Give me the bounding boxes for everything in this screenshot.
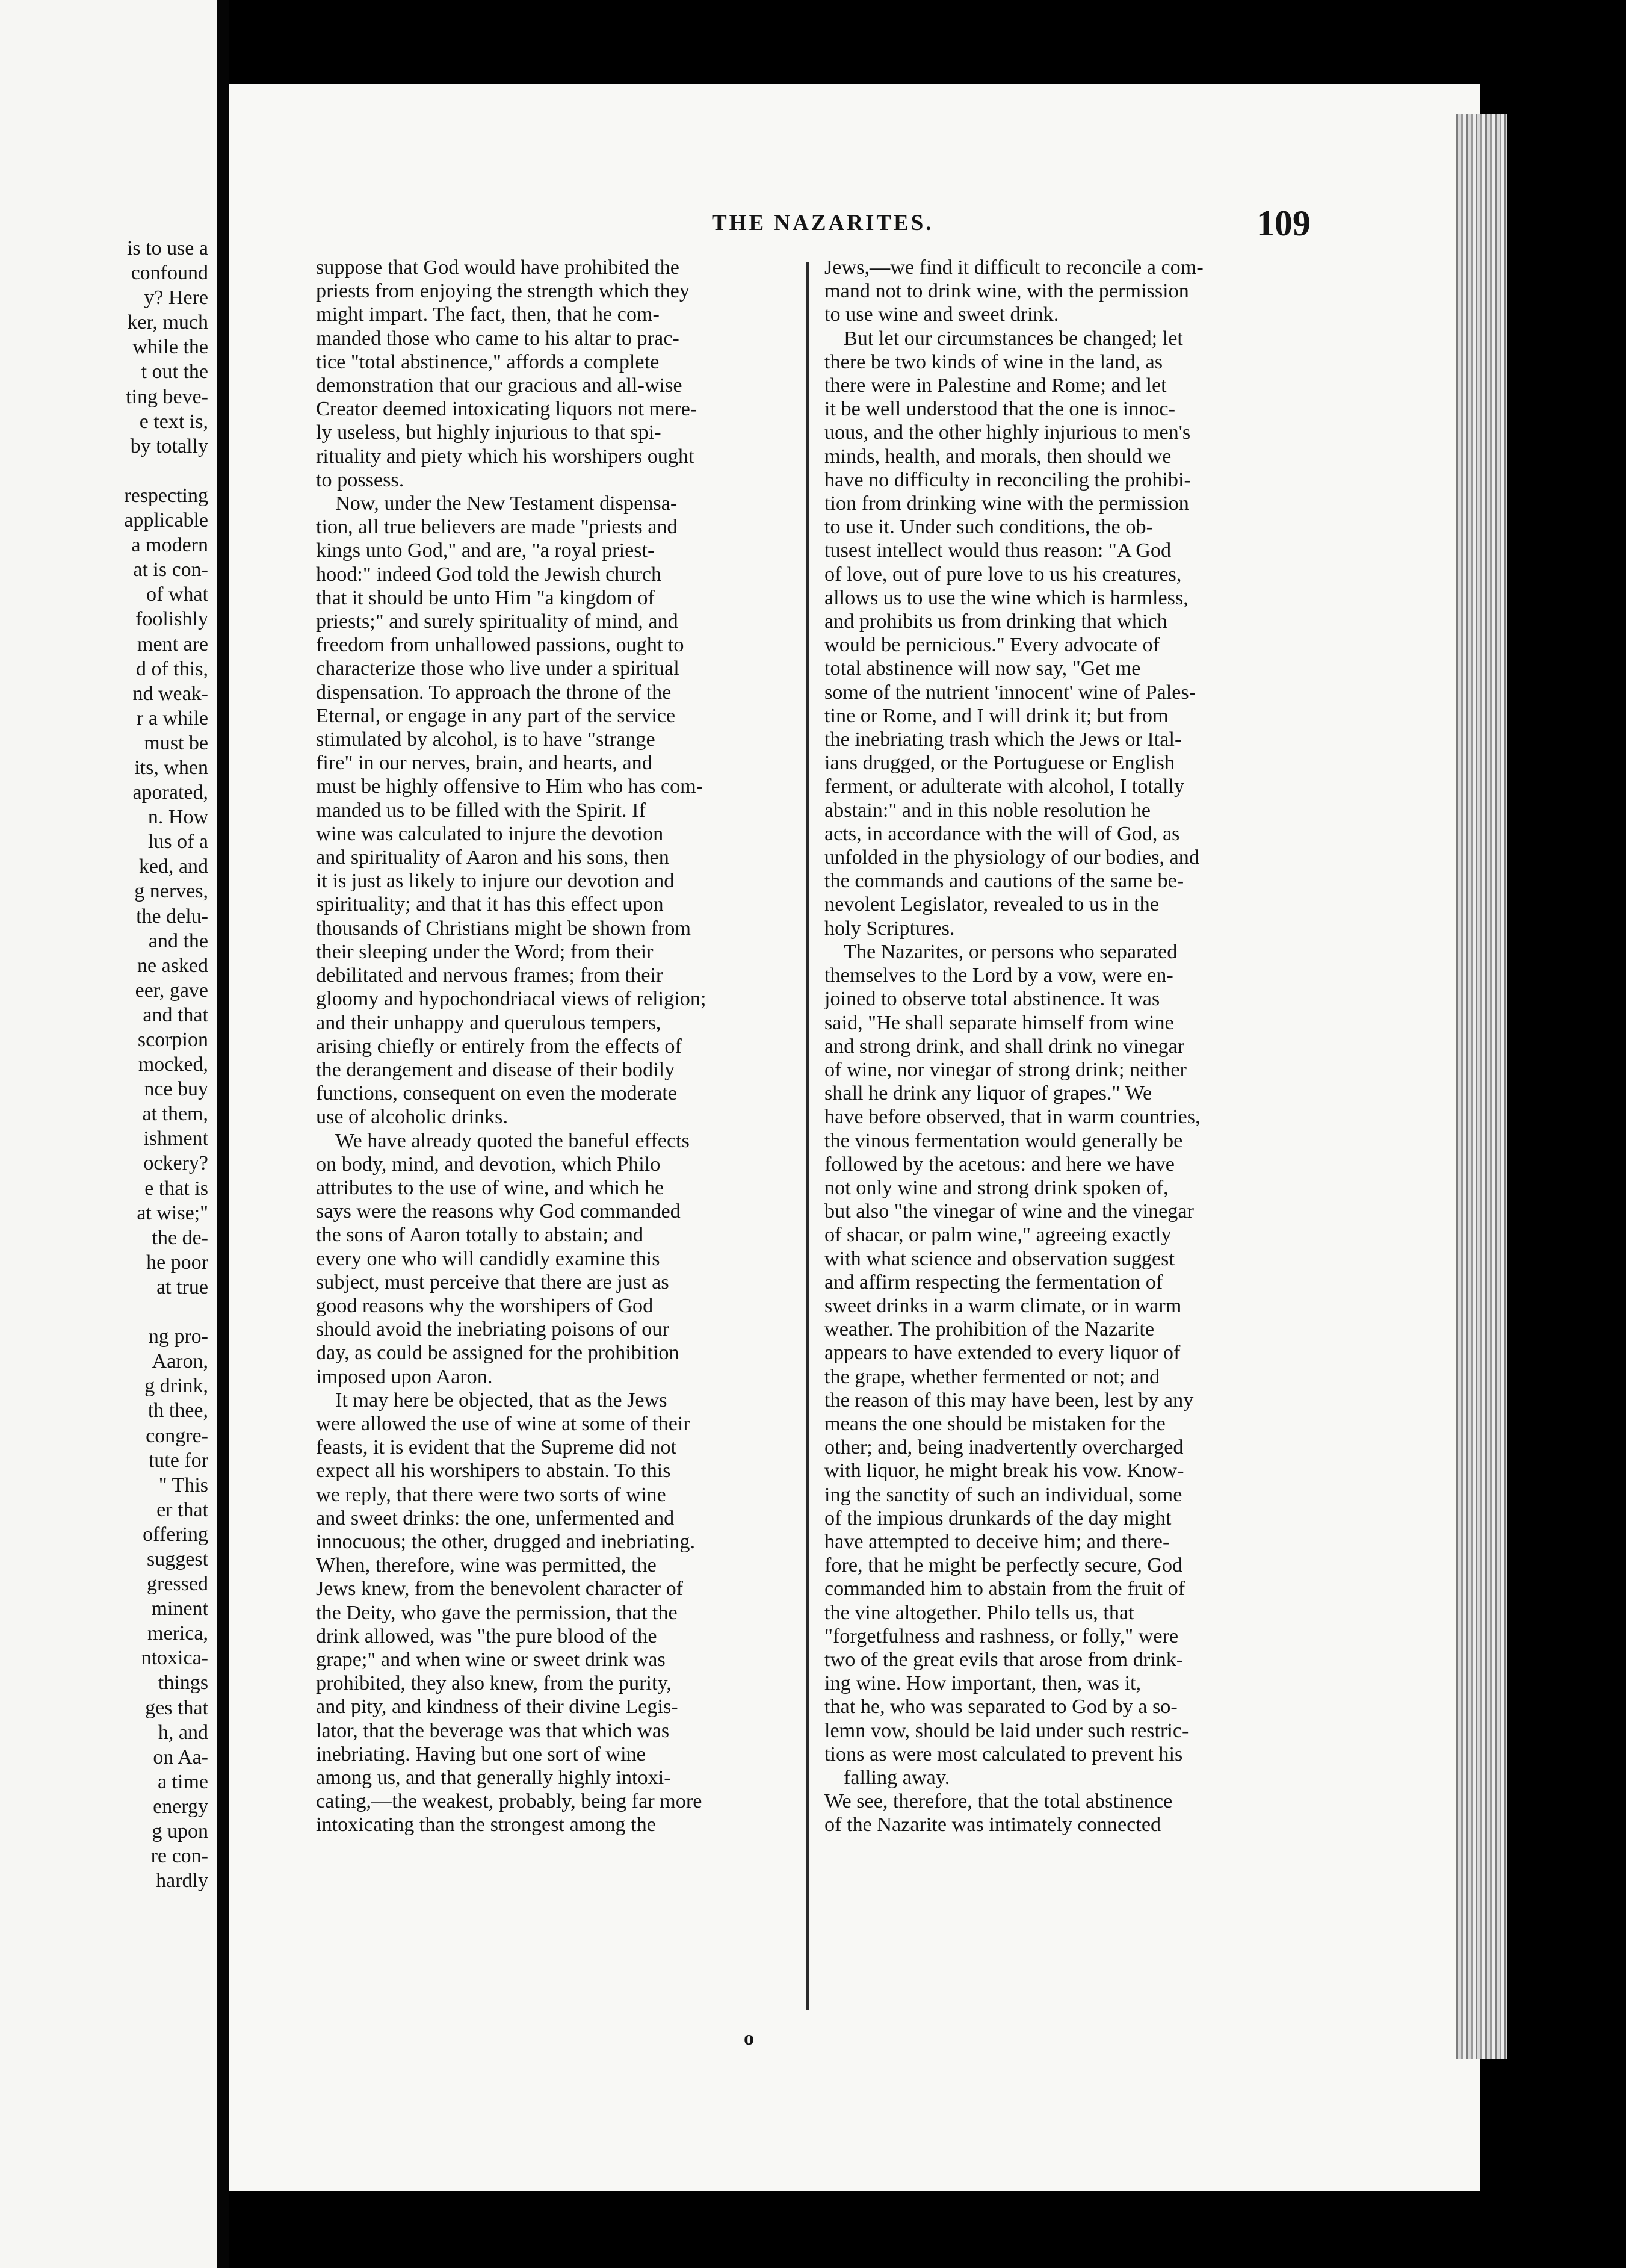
text-line: two of the great evils that arose from drink- [824, 1648, 1184, 1671]
text-column-right [824, 256, 1289, 1837]
text-line: innocuous; the other, drugged and inebriating. [316, 1530, 695, 1553]
text-line: its, when [134, 756, 208, 779]
text-line: and pity, and kindness of their divine Legis- [316, 1696, 678, 1718]
text-line: and sweet drinks: the one, unfermented and [316, 1507, 675, 1529]
text-line: fire" in our nerves, brain, and hearts, and [316, 752, 652, 775]
text-line: holy Scriptures. [824, 917, 955, 940]
running-title: THE NAZARITES. [712, 211, 934, 235]
text-line: Jews knew, from the benevolent character of [316, 1578, 684, 1600]
text-line: lemn vow, should be laid under such restric- [824, 1719, 1189, 1742]
text-line: the inebriating trash which the Jews or Ital- [824, 728, 1182, 751]
text-line: by totally [130, 435, 208, 457]
text-line: The Nazarites, or persons who separated [844, 940, 1178, 963]
text-line: confound [131, 262, 208, 285]
text-line: tice "total abstinence," affords a complete [316, 350, 660, 373]
text-line: that he, who was separated to God by a so- [824, 1696, 1178, 1718]
text-line: ockery? [143, 1152, 208, 1175]
text-line: and that [143, 1003, 208, 1026]
text-line: of the impious drunkards of the day might [824, 1507, 1172, 1529]
text-line: with what science and observation suggest [824, 1247, 1175, 1270]
text-line: ng pro- [148, 1325, 208, 1348]
text-column-left [316, 256, 808, 1837]
text-line: would be pernicious." Every advocate of [824, 634, 1160, 657]
text-line: congre- [146, 1424, 208, 1447]
text-line: have before observed, that in warm countries, [824, 1106, 1201, 1129]
text-line: functions, consequent on even the moderate [316, 1082, 677, 1105]
text-line: at them, [142, 1103, 208, 1126]
text-line: appears to have extended to every liquor of [824, 1342, 1181, 1365]
text-line: We see, therefore, that the total abstinence [824, 1790, 1173, 1813]
text-line: priests;" and surely spirituality of mind, and [316, 610, 678, 633]
text-line: and strong drink, and shall drink no vinegar [824, 1035, 1185, 1058]
text-line: says were the reasons why God commanded [316, 1200, 681, 1223]
text-line: respecting [124, 484, 208, 507]
text-line: nd weak- [132, 682, 208, 705]
text-line: of the Nazarite was intimately connected [824, 1814, 1161, 1836]
text-line: a time [157, 1770, 208, 1793]
text-line: ne asked [137, 954, 208, 977]
text-line: unfolded in the physiology of our bodies, and [824, 846, 1199, 869]
text-line: things [158, 1672, 208, 1694]
text-line: we reply, that there were two sorts of wine [316, 1483, 666, 1506]
text-line: must be highly offensive to Him who has com- [316, 775, 703, 798]
text-line: tion from drinking wine with the permission [824, 492, 1189, 515]
text-line: gressed [147, 1573, 208, 1596]
text-line: Now, under the New Testament dispensa- [335, 492, 678, 515]
text-line: rituality and piety which his worshipers ought [316, 445, 694, 468]
text-line: spirituality; and that it has this effect upon [316, 893, 664, 916]
text-line: ly useless, but highly injurious to that spi- [316, 421, 661, 444]
text-line: it be well understood that the one is innoc- [824, 398, 1175, 421]
text-line: the vinous fermentation would generally be [824, 1129, 1183, 1152]
text-line: priests from enjoying the strength which they [316, 280, 690, 303]
text-line: is to use a [126, 237, 208, 259]
text-line: attributes to the use of wine, and which he [316, 1176, 664, 1199]
text-line: We have already quoted the baneful effects [335, 1129, 690, 1152]
text-line: abstain:" and in this noble resolution he [824, 799, 1151, 822]
text-line: not only wine and strong drink spoken of, [824, 1176, 1169, 1199]
text-line: When, therefore, wine was permitted, the [316, 1554, 657, 1577]
text-line: minent [151, 1597, 208, 1620]
text-line: their sleeping under the Word; from their [316, 940, 654, 963]
text-line: g upon [152, 1820, 208, 1842]
text-line: the reason of this may have been, lest by any [824, 1389, 1194, 1411]
text-line: fore, that he might be perfectly secure, God [824, 1554, 1183, 1577]
text-line: and spirituality of Aaron and his sons, then [316, 846, 669, 869]
text-line: at true [156, 1275, 208, 1298]
text-line: day, as could be assigned for the prohibition [316, 1342, 679, 1365]
text-line: subject, must perceive that there are just as [316, 1271, 669, 1294]
text-line: inebriating. Having but one sort of wine [316, 1743, 646, 1765]
text-line: the vine altogether. Philo tells us, that [824, 1601, 1134, 1624]
text-line: have attempted to deceive him; and there- [824, 1530, 1170, 1553]
text-line: ment are [137, 633, 208, 655]
text-line: joined to observe total abstinence. It was [824, 988, 1160, 1011]
signature-mark: o [744, 2027, 754, 2050]
text-line: e that is [144, 1177, 208, 1200]
text-line: applicable [124, 509, 208, 532]
text-line: good reasons why the worshipers of God [316, 1294, 654, 1317]
text-line: y? Here [144, 287, 208, 309]
text-line: while the [132, 336, 208, 359]
text-line: dispensation. To approach the throne of the [316, 681, 672, 704]
text-line: mocked, [138, 1053, 208, 1076]
column-rule [806, 262, 809, 2010]
text-line: of shacar, or palm wine," agreeing exactly [824, 1224, 1172, 1247]
page-number: 109 [1257, 203, 1311, 243]
text-line: ked, and [138, 855, 208, 878]
text-line: sweet drinks in a warm climate, or in warm [824, 1294, 1182, 1317]
text-line: the de- [152, 1226, 208, 1249]
text-line: tute for [148, 1449, 208, 1472]
text-line: wine was calculated to injure the devotion [316, 822, 664, 845]
text-line: kings unto God," and are, "a royal priest- [316, 539, 655, 562]
text-line: tine or Rome, and I will drink it; but from [824, 704, 1169, 727]
text-line: at is con- [133, 559, 208, 581]
text-line: debilitated and nervous frames; from their [316, 964, 663, 987]
text-line: gloomy and hypochondriacal views of religion; [316, 988, 706, 1011]
text-line: eer, gave [135, 979, 208, 1002]
text-line: tusest intellect would thus reason: "A God [824, 539, 1172, 562]
text-line: g drink, [144, 1375, 208, 1398]
text-line: Aaron, [152, 1350, 208, 1373]
text-line: merica, [147, 1622, 208, 1645]
text-line: ferment, or adulterate with alcohol, I totally [824, 775, 1185, 798]
text-line: to possess. [316, 468, 404, 491]
text-line: falling away. [844, 1767, 950, 1789]
text-line: er that [156, 1498, 208, 1521]
text-line: uous, and the other highly injurious to men's [824, 421, 1191, 444]
text-line: must be [144, 731, 208, 754]
text-line: the commands and cautions of the same be- [824, 870, 1184, 893]
text-line: to use wine and sweet drink. [824, 303, 1059, 326]
text-line: suggest [147, 1548, 208, 1570]
text-line: acts, in accordance with the will of God, as [824, 822, 1180, 845]
text-line [4, 1300, 208, 1324]
text-line: minds, health, and morals, then should we [824, 445, 1172, 468]
text-line: the delu- [136, 905, 208, 928]
text-line: energy [153, 1795, 208, 1818]
text-line: h, and [158, 1721, 208, 1744]
text-line: intoxicating than the strongest among the [316, 1814, 656, 1836]
text-line: the grape, whether fermented or not; and [824, 1365, 1160, 1388]
text-line: freedom from unhallowed passions, ought to [316, 634, 684, 657]
text-line: But let our circumstances be changed; let [844, 327, 1183, 350]
text-line: th thee, [147, 1399, 208, 1422]
text-line: ntoxica- [141, 1647, 208, 1670]
text-line: that it should be unto Him "a kingdom of [316, 586, 655, 609]
text-line: ges that [145, 1696, 208, 1719]
text-line: should avoid the inebriating poisons of our [316, 1318, 669, 1341]
text-line: Eternal, or engage in any part of the service [316, 704, 676, 727]
text-line: scorpion [137, 1029, 208, 1051]
text-line: It may here be objected, that as the Jews [335, 1389, 667, 1411]
text-line: might impart. The fact, then, that he com- [316, 303, 660, 326]
text-line: of love, out of pure love to us his creatures, [824, 563, 1182, 586]
text-line: some of the nutrient 'innocent' wine of Pales- [824, 681, 1196, 704]
text-line: ker, much [127, 311, 208, 334]
text-line: " This [158, 1473, 208, 1496]
text-line: were allowed the use of wine at some of their [316, 1412, 690, 1435]
text-line: allows us to use the wine which is harmless, [824, 586, 1189, 609]
text-line: manded us to be filled with the Spirit. If [316, 799, 646, 822]
text-line: arising chiefly or entirely from the effects of [316, 1035, 682, 1058]
text-line: followed by the acetous: and here we have [824, 1153, 1175, 1176]
text-line: every one who will candidly examine this [316, 1247, 660, 1270]
text-line: expect all his worshipers to abstain. To this [316, 1460, 671, 1483]
text-line: ting beve- [126, 385, 208, 408]
text-line: and the [148, 929, 208, 952]
text-line: n. How [147, 806, 208, 829]
text-line: at wise;" [137, 1201, 208, 1224]
text-line: imposed upon Aaron. [316, 1365, 493, 1388]
text-line: demonstration that our gracious and all-wise [316, 374, 682, 397]
text-line: cating,—the weakest, probably, being far more [316, 1790, 702, 1813]
text-line: there be two kinds of wine in the land, as [824, 350, 1163, 373]
text-line: ing the sanctity of such an individual, some [824, 1483, 1182, 1506]
text-line: tion, all true believers are made "priests and [316, 516, 678, 539]
text-line: and prohibits us from drinking that which [824, 610, 1167, 633]
text-line: of what [146, 583, 208, 606]
text-line: e text is, [139, 410, 208, 433]
facing-page-text [4, 236, 208, 1893]
text-line: the Deity, who gave the permission, that the [316, 1601, 678, 1624]
text-line: weather. The prohibition of the Nazarite [824, 1318, 1155, 1341]
text-line: foolishly [135, 608, 208, 631]
text-line: commanded him to abstain from the fruit of [824, 1578, 1185, 1600]
text-line: on Aa- [153, 1746, 208, 1768]
text-line [4, 459, 208, 483]
text-line: lus of a [147, 831, 208, 854]
text-line: t out the [141, 361, 208, 383]
text-line: hood:" indeed God told the Jewish church [316, 563, 662, 586]
text-line: themselves to the Lord by a vow, were en- [824, 964, 1173, 987]
text-line: of wine, nor vinegar of strong drink; neither [824, 1058, 1187, 1081]
text-line: hardly [156, 1870, 208, 1892]
text-line: the sons of Aaron totally to abstain; and [316, 1224, 644, 1247]
text-line: suppose that God would have prohibited the [316, 256, 679, 279]
text-line: grape;" and when wine or sweet drink was [316, 1648, 666, 1671]
text-line: he poor [146, 1251, 208, 1274]
text-line: ians drugged, or the Portuguese or English [824, 752, 1175, 775]
text-line: a modern [131, 534, 208, 557]
text-line: characterize those who live under a spiritual [316, 657, 679, 680]
text-line: but also "the vinegar of wine and the vinegar [824, 1200, 1194, 1223]
text-line: aporated, [132, 781, 208, 804]
text-line: "forgetfulness and rashness, or folly," were [824, 1625, 1179, 1647]
text-line: stimulated by alcohol, is to have "strange [316, 728, 655, 751]
text-line: tions as were most calculated to prevent his [824, 1743, 1183, 1765]
text-line: said, "He shall separate himself from wine [824, 1011, 1174, 1034]
text-line: re con- [150, 1845, 208, 1868]
text-line: Creator deemed intoxicating liquors not mere- [316, 398, 697, 421]
text-line: means the one should be mistaken for the [824, 1412, 1166, 1435]
text-line: with liquor, he might break his vow. Know- [824, 1460, 1184, 1483]
text-line: and affirm respecting the fermentation of [824, 1271, 1163, 1294]
text-line: feasts, it is evident that the Supreme did not [316, 1436, 677, 1459]
text-line: use of alcoholic drinks. [316, 1106, 509, 1129]
text-line: Jews,—we find it difficult to reconcile a com- [824, 256, 1204, 279]
text-line: other; and, being inadvertently overcharged [824, 1436, 1184, 1459]
text-line: shall he drink any liquor of grapes." We [824, 1082, 1152, 1105]
text-line: prohibited, they also knew, from the purity, [316, 1672, 672, 1695]
page-edges [1456, 114, 1507, 2059]
text-line: lator, that the beverage was that which was [316, 1719, 670, 1742]
text-line: manded those who came to his altar to prac- [316, 327, 679, 350]
text-line: there were in Palestine and Rome; and let [824, 374, 1167, 397]
text-line: r a while [137, 707, 208, 730]
text-line: have no difficulty in reconciling the prohibi- [824, 468, 1191, 491]
text-line: nevolent Legislator, revealed to us in the [824, 893, 1159, 916]
text-line: mand not to drink wine, with the permission [824, 280, 1189, 303]
text-line: it is just as likely to injure our devotion and [316, 870, 675, 893]
text-line: on body, mind, and devotion, which Philo [316, 1153, 661, 1176]
text-line: d of this, [136, 657, 208, 680]
text-line: thousands of Christians might be shown from [316, 917, 691, 940]
text-line: g nerves, [134, 880, 208, 903]
text-line: among us, and that generally highly intoxi- [316, 1767, 671, 1789]
text-line: and their unhappy and querulous tempers, [316, 1011, 661, 1034]
text-line: offering [143, 1523, 208, 1546]
text-line: to use it. Under such conditions, the ob- [824, 516, 1153, 539]
text-line: ing wine. How important, then, was it, [824, 1672, 1142, 1695]
text-line: total abstinence will now say, "Get me [824, 657, 1141, 680]
text-line: ishment [143, 1127, 208, 1150]
book-gutter [217, 0, 229, 2268]
text-line: the derangement and disease of their bodily [316, 1058, 675, 1081]
text-line: nce buy [144, 1078, 208, 1101]
text-line: drink allowed, was "the pure blood of the [316, 1625, 657, 1647]
